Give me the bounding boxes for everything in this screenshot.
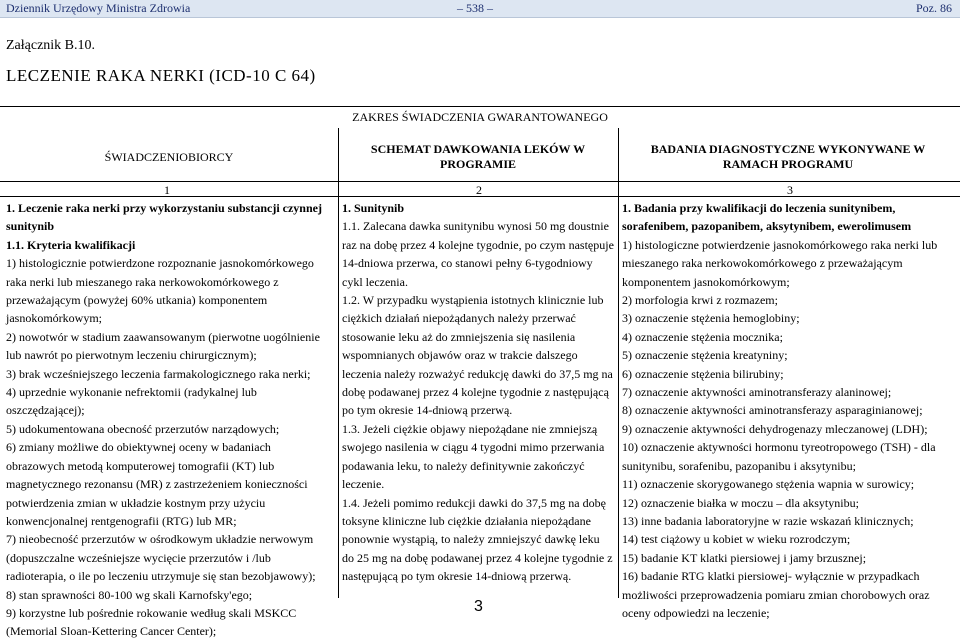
page-number: 3	[474, 598, 483, 615]
col3-paragraph: 13) inne badania laboratoryjne w razie wskazań klinicznych;	[622, 513, 914, 528]
col2-paragraph: 1. Sunitynib	[342, 201, 405, 215]
col1-paragraph: 7) nieobecność przerzutów w ośrodkowym układzie nerwowym (dopuszczalne wcześniejsze wycięcie przerzutów i /lub radioterapia, o ile po leczeniu utrzymuje się stan bezobjawowy);	[6, 532, 316, 584]
col3-paragraph: 6) oznaczenie stężenia bilirubiny;	[622, 366, 784, 381]
col2-paragraph: 1.2. W przypadku wystąpienia istotnych klinicznie lub ciężkich działań niepożądanych należy przerwać stosowanie leku aż do zmniejszenia się nasilenia wspomnianych objawów oraz w trakcie dalszego leczenia należy rozważyć redukcję dawki do 37,5 mg na dobę podawanej przez 4 kolejne tygodnie z następującą po tym okresie 14-dniową przerwą.	[342, 293, 613, 418]
col1-paragraph: 4) uprzednie wykonanie nefrektomii (radykalnej lub oszczędzającej);	[6, 385, 257, 418]
column-divider-2	[618, 128, 619, 598]
col1-paragraph: 1. Leczenie raka nerki przy wykorzystaniu substancji czynnej sunitynib	[6, 201, 322, 234]
column-1-content	[6, 199, 332, 641]
col1-paragraph: 5) udokumentowana obecność przerzutów narządowych;	[6, 421, 280, 436]
journal-header	[0, 0, 960, 18]
document-title: LECZENIE RAKA NERKI (ICD-10 C 64)	[6, 66, 316, 85]
col2-paragraph: 1.1. Zalecana dawka sunitynibu wynosi 50 mg doustnie raz na dobę przez 4 kolejne tygodnie, po czym następuje 14-dniowa przerwa, co stanowi pełny 6-tygodniowy cykl leczenia.	[342, 219, 614, 289]
column-number-2: 2	[476, 183, 482, 197]
position-number: Poz. 86	[916, 1, 952, 15]
col1-paragraph: 8) stan sprawności 80-100 wg skali Karnofsky'ego;	[6, 587, 253, 602]
col3-paragraph: 12) oznaczenie białka w moczu – dla aksytynibu;	[622, 495, 859, 510]
col3-paragraph: 5) oznaczenie stężenia kreatyniny;	[622, 348, 788, 363]
annex-label: Załącznik B.10.	[6, 38, 96, 53]
col2-paragraph: 1.4. Jeżeli pomimo redukcji dawki do 37,5 mg na dobę toksyne kliniczne lub ciężkie działania niepożądane ponownie wystąpią, to należy zmniejszyć dawkę leku do 25 mg na dobę podawanej przez 4 kolejne tygodnie z następującą po tym okresie 14-dniową przerwą.	[342, 495, 613, 584]
col3-paragraph: 10) oznaczenie aktywności hormonu tyreotropowego (TSH) - dla sunitynibu, sorafenibu, pazopanibu i aksytynibu;	[622, 440, 936, 473]
col3-paragraph: 4) oznaczenie stężenia mocznika;	[622, 329, 783, 344]
column-header-2: SCHEMAT DAWKOWANIA LEKÓW W PROGRAMIE	[370, 142, 586, 171]
column-header-3: BADANIA DIAGNOSTYCZNE WYKONYWANE W RAMACH PROGRAMU	[650, 142, 926, 171]
group-header: ZAKRES ŚWIADCZENIA GWARANTOWANEGO	[352, 110, 608, 124]
col1-paragraph: 9) korzystne lub pośrednie rokowanie według skali MSKCC (Memorial Sloan-Kettering Cancer Center);	[6, 605, 297, 639]
col3-paragraph: 1. Badania przy kwalifikacji do leczenia sunitynibem, sorafenibem, pazopanibem, aksytynibem, ewerolimusem	[622, 201, 912, 234]
col3-paragraph: 16) badanie RTG klatki piersiowej- wyłącznie w przypadkach możliwości przeprowadzenia pomiaru zmian chorobowych oraz oceny odpowiedzi na leczenie;	[622, 569, 930, 620]
col1-paragraph: 6) zmiany możliwe do obiektywnej oceny w badaniach obrazowych metodą komputerowej tomografii (KT) lub magnetycznego rezonansu (MR) z zastrzeżeniem konieczności potwierdzenia zmian w układzie kostnym przy użyciu konwencjonalnej rentgenografii (RTG) lub MR;	[6, 440, 308, 528]
col3-paragraph: 2) morfologia krwi z rozmazem;	[622, 293, 778, 308]
column-2-content	[342, 199, 614, 586]
col3-paragraph: 1) histologiczne potwierdzenie jasnokomórkowego raka nerki lub mieszanego raka nerkowokomórkowego z przeważającym komponentem jasnokomórkowym;	[622, 237, 938, 289]
col3-paragraph: 14) test ciążowy u kobiet w wieku rozrodczym;	[622, 532, 851, 547]
col1-paragraph: 1) histologicznie potwierdzone rozpoznanie jasnokomórkowego raka nerki lub mieszanego raka nerkowokomórkowego z przeważającym (powyżej 60% utkania) komponentem jasnokomórkowym;	[6, 256, 314, 326]
column-number-1: 1	[164, 183, 170, 197]
col2-paragraph: 1.3. Jeżeli ciężkie objawy niepożądane nie zmniejszą swojego nasilenia w ciągu 4 tygodni mimo przerwania podawania leku, to należy definitywnie zakończyć leczenie.	[342, 421, 605, 492]
col3-paragraph: 11) oznaczenie skorygowanego stężenia wapnia w surowicy;	[622, 477, 915, 492]
column-number-3: 3	[787, 183, 793, 197]
table-header-border	[0, 181, 960, 182]
table-top-border	[0, 106, 960, 107]
col1-paragraph: 2) nowotwór w stadium zaawansowanym (pierwotne uogólnienie lub nawrót po pierwotnym leczeniu chirurgicznym);	[6, 329, 320, 363]
column-header-1: ŚWIADCZENIOBIORCY	[104, 150, 234, 164]
col1-paragraph: 3) brak wcześniejszego leczenia farmakologicznego raka nerki;	[6, 366, 311, 381]
page-marker: – 538 –	[457, 1, 493, 15]
col3-paragraph: 8) oznaczenie aktywności aminotransferazy asparaginianowej;	[622, 403, 923, 418]
col1-paragraph: 1.1. Kryteria kwalifikacji	[6, 237, 136, 252]
col3-paragraph: 7) oznaczenie aktywności aminotransferazy alaninowej;	[622, 385, 892, 400]
column-divider-1	[338, 128, 339, 598]
column-3-content	[622, 199, 958, 622]
col3-paragraph: 9) oznaczenie aktywności dehydrogenazy mleczanowej (LDH);	[622, 421, 928, 436]
col3-paragraph: 3) oznaczenie stężenia hemoglobiny;	[622, 311, 800, 326]
col3-paragraph: 15) badanie KT klatki piersiowej i jamy brzusznej;	[622, 550, 867, 565]
journal-title: Dziennik Urzędowy Ministra Zdrowia	[6, 1, 191, 15]
